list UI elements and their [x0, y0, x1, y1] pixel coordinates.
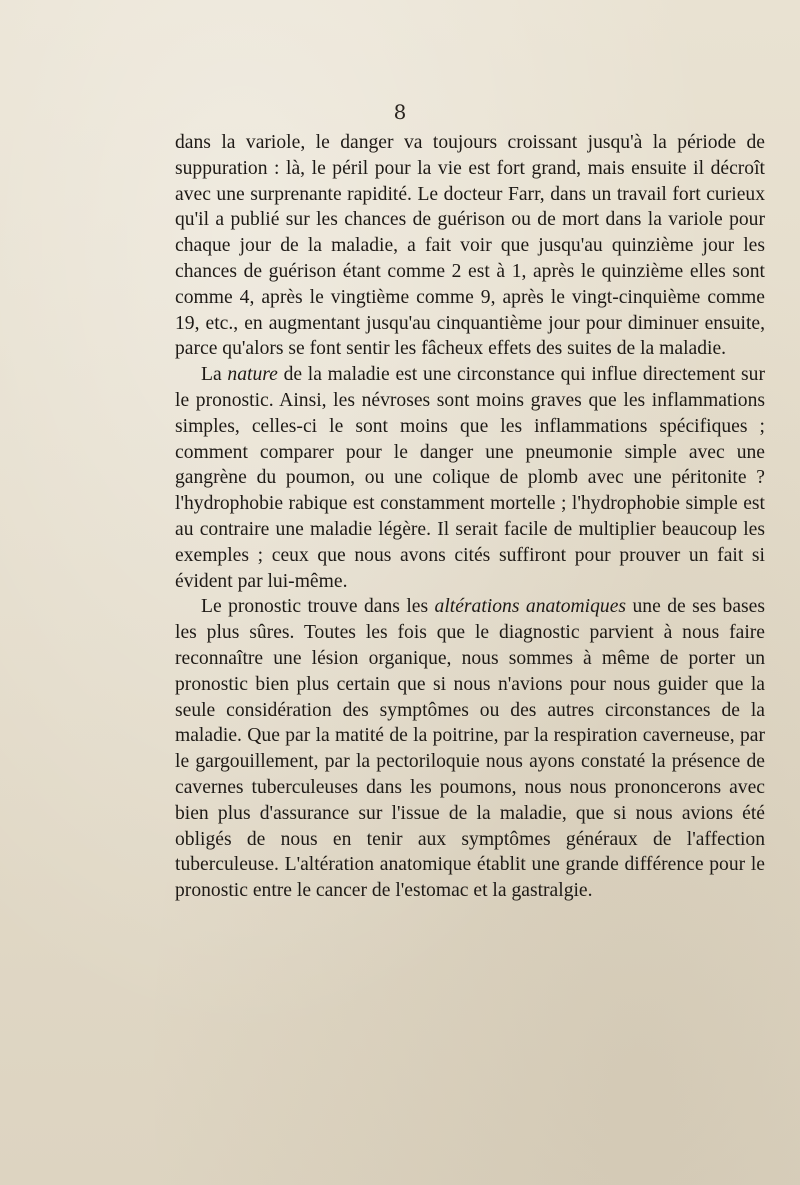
paragraph-3-italic-alterations: altérations anatomiques: [434, 596, 627, 618]
paragraph-1: [175, 130, 765, 362]
page-number: 8: [393, 100, 407, 124]
body-text: [175, 130, 765, 904]
paragraph-3-text-a: Le pronostic trouve dans les: [201, 596, 435, 618]
paragraph-2: [175, 362, 765, 594]
paragraph-1-text: dans la variole, le danger va toujours croissant jusqu'à la période de suppuration : là, le péril pour la vie est fort grand, mais ensuite il décroît avec une surprenante rapidité. Le docteur Farr, dans un travail fort curieux qu'il a publié sur les chances de guérison ou de mort dans la variole pour chaque jour de la maladie, a fait voir que jusqu'au quinzième jour les chances de guérison étant comme 2 est à 1, après le quinzième elles sont comme 4, après le vingtième comme 9, après le vingt-cinquième comme 19, etc., en augmentant jusqu'au cinquantième jour pour diminuer ensuite, parce qu'alors se font sentir les fâcheux effets des suites de la maladie.: [175, 132, 765, 360]
paragraph-2-text-a: La: [201, 364, 228, 386]
paragraph-2-italic-nature: nature: [227, 364, 278, 386]
paragraph-2-text-b: de la maladie est une circonstance qui influe directement sur le pronostic. Ainsi, les névroses sont moins graves que les inflammations simples, celles-ci le sont moins que les inflammations spécifiques ; comment comparer pour le danger une pneumonie simple avec une gangrène du poumon, ou une colique de plomb avec une péritonite ? l'hydrophobie rabique est constamment mortelle ; l'hydrophobie simple est au contraire une maladie légère. Il serait facile de multiplier beaucoup les exemples ; ceux que nous avons cités suffiront pour prouver un fait si évident par lui-même.: [175, 364, 765, 592]
paragraph-3-text-b: une de ses bases les plus sûres. Toutes les fois que le diagnostic parvient à nous faire reconnaître une lésion organique, nous sommes à même de porter un pronostic bien plus certain que si nous n'avions pour nous guider que la seule considération des symptômes ou des autres circonstances de la maladie. Que par la matité de la poitrine, par la respiration caverneuse, par le gargouillement, par la pectoriloquie nous ayons constaté la présence de cavernes tuberculeuses dans les poumons, nous nous prononcerons avec bien plus d'assurance sur l'issue de la maladie, que si nous avions été obligés de nous en tenir aux symptômes généraux de l'affection tuberculeuse. L'altération anatomique établit une grande différence pour le pronostic entre le cancer de l'estomac et la gastralgie.: [175, 596, 765, 902]
paragraph-3: [175, 594, 765, 904]
